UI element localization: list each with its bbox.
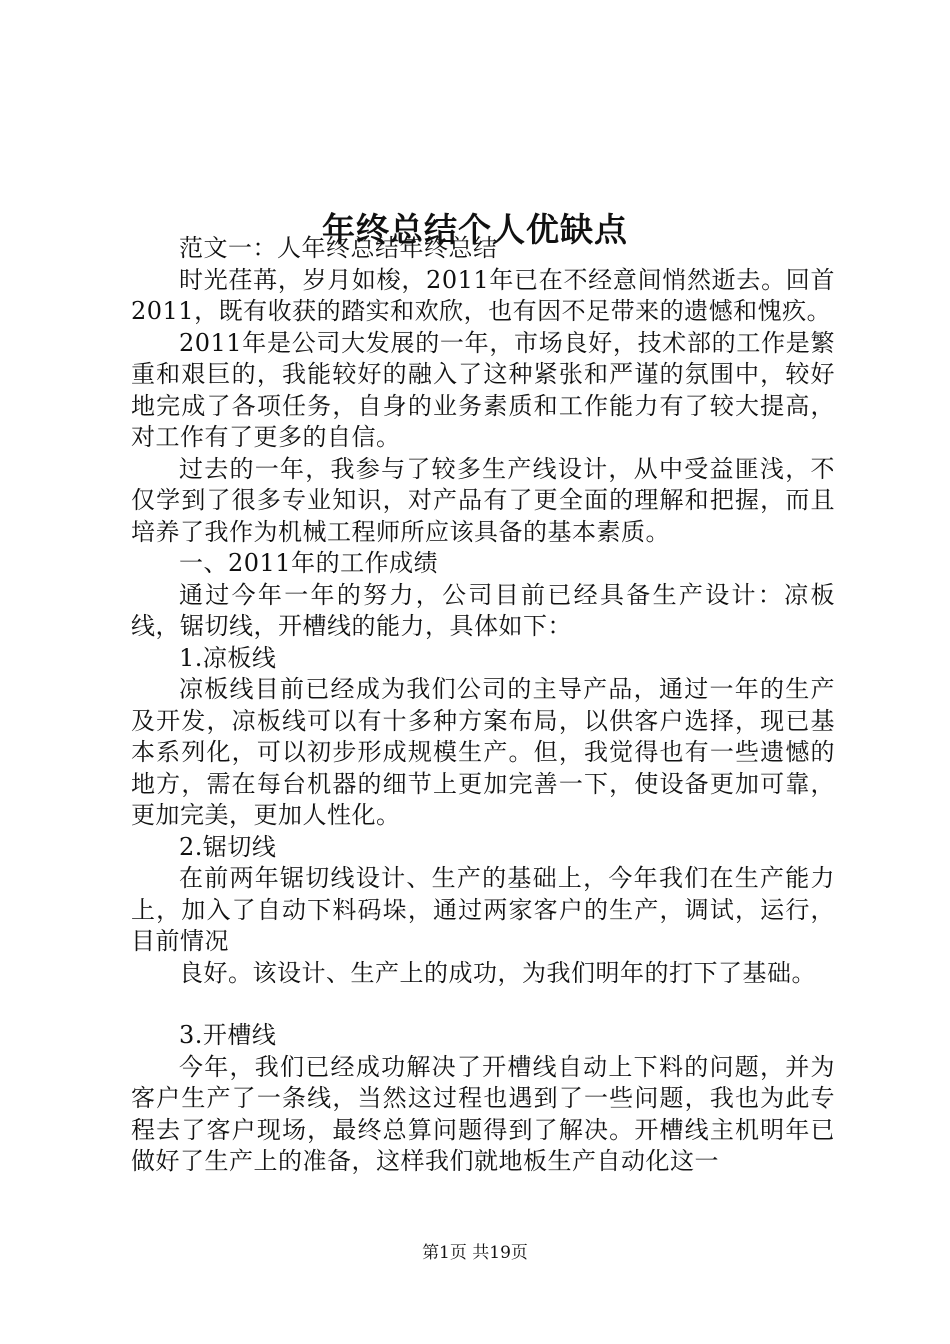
document-title: 年终总结个人优缺点 — [322, 210, 628, 250]
page-number-footer: 第1页 共19页 — [422, 1243, 528, 1263]
paragraph-grooving-line: 今年，我们已经成功解决了开槽线自动上下料的问题，并为客户生产了一条线，当然这过程也遇到了一些问题，我也为此专程去了客户现场，最终总算问题得到了解决。开槽线主机明年已做好了生产上的准备，这样我们就地板生产自动化这一 — [131, 1052, 835, 1175]
paragraph-intro: 时光荏苒，岁月如梭，2011年已在不经意间悄然逝去。回首2011，既有收获的踏实和欢欣，也有因不足带来的遗憾和愧疚。 — [131, 265, 835, 325]
paragraph-company-development: 2011年是公司大发展的一年，市场良好，技术部的工作是繁重和艰巨的，我能较好的融入了这种紧张和严谨的氛围中，较好地完成了各项任务，自身的业务素质和工作能力有了较大提高，对工作有了更多的自信。 — [131, 328, 835, 451]
document-body — [131, 233, 835, 1178]
paragraph-cooling-board-line: 凉板线目前已经成为我们公司的主导产品，通过一年的生产及开发，凉板线可以有十多种方案布局，以供客户选择，现已基本系列化，可以初步形成规模生产。但，我觉得也有一些遗憾的地方，需在每台机器的细节上更加完善一下，使设备更加可靠，更加完美，更加人性化。 — [131, 675, 835, 829]
paragraph-sawing-line-result: 良好。该设计、生产上的成功，为我们明年的打下了基础。 — [179, 958, 816, 987]
subheading-cooling-board-line: 1.凉板线 — [179, 643, 277, 672]
paragraph-sample-heading: 范文一：人年终总结年终总结 — [179, 234, 498, 262]
paragraph-sawing-line: 在前两年锯切线设计、生产的基础上，今年我们在生产能力上，加入了自动下料码垛，通过两家客户的生产，调试，运行，目前情况 — [131, 864, 835, 955]
paragraph-past-year: 过去的一年，我参与了较多生产线设计，从中受益匪浅，不仅学到了很多专业知识，对产品有了更全面的理解和把握，而且培养了我作为机械工程师所应该具备的基本素质。 — [131, 454, 835, 546]
subheading-grooving-line: 3.开槽线 — [179, 1021, 277, 1049]
paragraph-capabilities: 通过今年一年的努力，公司目前已经具备生产设计：凉板线，锯切线，开槽线的能力，具体如下： — [131, 580, 835, 640]
subheading-sawing-line: 2.锯切线 — [179, 832, 277, 861]
section-heading-achievements: 一、2011年的工作成绩 — [179, 549, 439, 577]
